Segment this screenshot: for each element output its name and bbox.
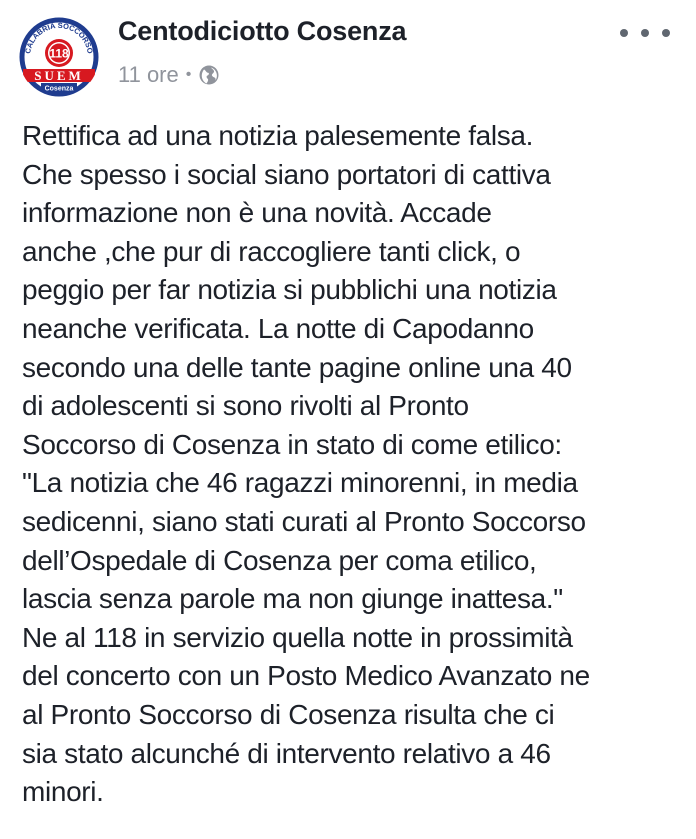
post-text-line: Ne al 118 in servizio quella notte in prossimità [22,621,573,653]
more-dot [641,29,649,37]
post-text-line: neanche verificata. La notte di Capodanno [22,312,534,344]
logo-ring-text: CALABRIA SOCCORSO [23,20,95,55]
post-text-line: "La notizia che 46 ragazzi minorenni, in media [22,467,578,499]
post-text-line: di adolescenti si sono rivolti al Pronto [22,390,469,422]
meta-separator: • [185,66,192,83]
post-header [0,0,696,110]
post-text-line: Soccorso di Cosenza in stato di come etilico: [22,428,562,460]
suem-118-logo [19,17,99,97]
post-text-line: del concerto con un Posto Medico Avanzato ne [22,660,590,692]
post-meta [118,60,220,90]
globe-icon[interactable] [198,64,220,86]
post-text-line: Rettifica ad una notizia palesemente falsa. [22,120,534,151]
post-text-line: sedicenni, siano stati curati al Pronto Soccorso [22,505,586,537]
post-text-line: lascia senza parole ma non giunge inattesa." [22,583,563,615]
post-text-line: minori. [22,776,104,808]
post-text-line: sia stato alcunché di intervento relativo a 46 [22,737,551,769]
more-dot [662,29,670,37]
post-text-line: secondo una delle tante pagine online una 40 [22,351,572,383]
logo-badge-number: 118 [49,46,69,61]
more-options-icon[interactable] [620,20,670,46]
post-text-line: peggio per far notizia si pubblichi una notizia [22,274,557,306]
post-text-line: informazione non è una novità. Accade [22,197,492,229]
post-text-line: anche ,che pur di raccogliere tanti click, o [22,235,521,267]
post-text [22,117,682,812]
logo-city-text: Cosenza [44,85,74,93]
more-dot [620,29,628,37]
post-text-line: al Pronto Soccorso di Cosenza risulta che ci [22,698,555,730]
post-text-line: Che spesso i social siano portatori di cattiva [22,158,551,190]
logo-suem-text: SUEM [34,68,84,83]
post-text-line: dell’Ospedale di Cosenza per coma etilico, [22,544,537,576]
author-name[interactable]: Centodiciotto Cosenza [118,16,407,46]
avatar[interactable] [19,17,99,97]
post-timestamp[interactable]: 11 ore [118,62,179,87]
